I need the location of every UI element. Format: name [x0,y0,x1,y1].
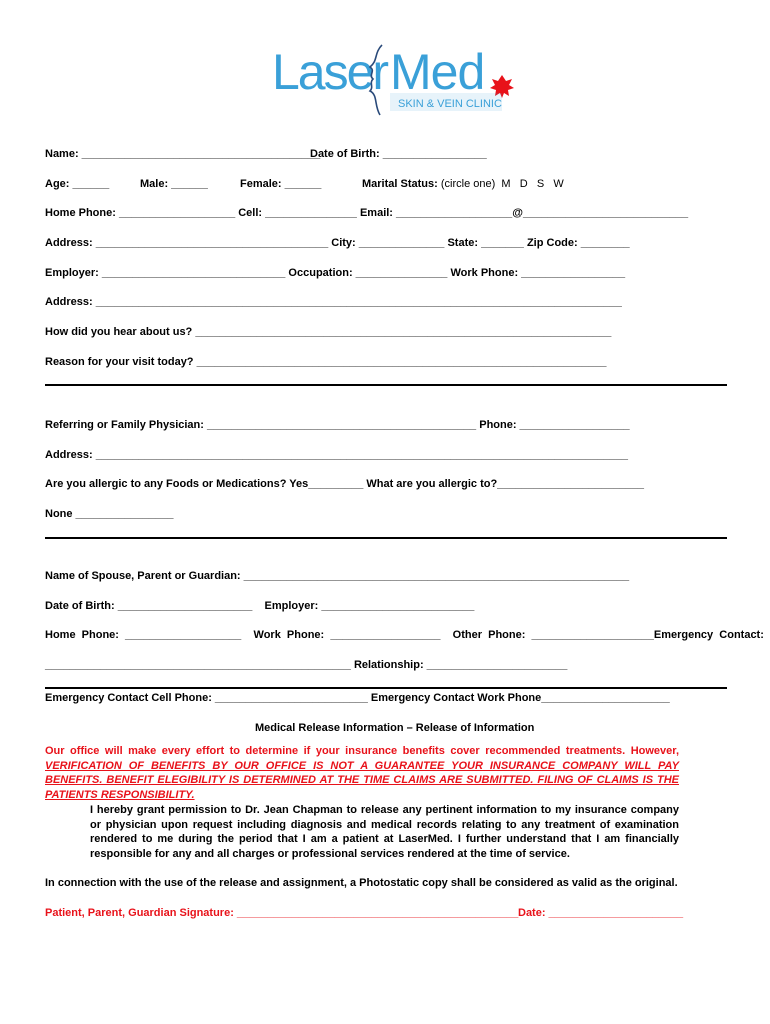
address2-field[interactable]: Address: ______________________________________________________________________________________ [45,296,622,308]
grant-permission-paragraph: I hereby grant permission to Dr. Jean Chapman to release any pertinent information to my insurance company or physician upon request including diagnosis and medical records relating to any treatment of examination rendered to me during the period that I am a patient at LaserMed. I further understand that I am financially responsible for any and all charges or professional services rendered at the time of service. [90,804,679,860]
reason-field[interactable]: Reason for your visit today? ___________________________________________________________________ [45,356,607,368]
marital-label: Marital Status: [362,178,438,190]
logo-word-med: Med [390,44,485,100]
lasermed-logo [270,35,515,125]
section-divider [45,384,727,386]
section-divider [45,687,727,689]
relationship-line[interactable]: __________________________________________________ Relationship: _______________________ [45,659,568,671]
section-divider [45,537,727,539]
spouse-field[interactable]: Name of Spouse, Parent or Guardian: _______________________________________________________________ [45,570,630,582]
referring-physician-field[interactable]: Referring or Family Physician: ____________________________________________ Phone: __________________ [45,419,630,431]
allergic-field[interactable]: Are you allergic to any Foods or Medications? Yes_________ What are you allergic to?________________________ [45,478,644,490]
date-field[interactable]: Date: ______________________ [518,907,684,919]
female-field[interactable]: Female: ______ [240,178,322,190]
home-phone2-line[interactable]: Home Phone: ___________________ Work Phone: __________________ Other Phone: ____________________Emergency Contact: [45,629,764,641]
disclaimer-emphasis: VERIFICATION OF BENEFITS BY OUR OFFICE IS NOT A GUARANTEE YOUR INSURANCE COMPANY WILL PAY BENEFITS. BENEFIT ELEGIBILITY IS DETERMINED AT THE TIME CLAIMS ARE SUBMITTED. FILING OF CLAIMS IS THE PATIENTS RESPONSIBILITY. [45,759,679,801]
release-heading: Medical Release Information – Release of Information [255,722,535,734]
age-field[interactable]: Age: ______ [45,178,110,190]
home-phone-line[interactable]: Home Phone: ___________________ Cell: _______________ Email: ___________________@___________________________ [45,207,689,219]
marital-options[interactable]: (circle one) M D S W [437,178,564,190]
employer-line[interactable]: Employer: ______________________________ Occupation: _______________ Work Phone: _________________ [45,267,626,279]
male-field[interactable]: Male: ______ [140,178,208,190]
signature-field[interactable]: Patient, Parent, Guardian Signature: ______________________________________________ [45,907,519,919]
dob2-employer-line[interactable]: Date of Birth: ______________________ Employer: _________________________ [45,600,475,612]
name-field[interactable]: Name: _______________________________________ [45,148,321,160]
emergency-cell-line[interactable]: Emergency Contact Cell Phone: _________________________ Emergency Contact Work Phone_____________________ [45,692,670,704]
logo-tagline: SKIN & VEIN CLINIC [398,98,502,110]
address3-field[interactable]: Address: _______________________________________________________________________________________ [45,449,628,461]
insurance-disclaimer [45,744,679,802]
marital-status-field[interactable] [362,178,564,190]
none-field[interactable]: None ________________ [45,508,174,520]
hear-about-field[interactable]: How did you hear about us? ____________________________________________________________________ [45,326,612,338]
photostatic-statement: In connection with the use of the release and assignment, a Photostatic copy shall be considered as valid as the original. [45,877,678,889]
logo-word-laser: Laser [272,44,388,100]
disclaimer-plain: Our office will make every effort to determine if your insurance benefits cover recommended treatments. However, [45,745,679,757]
address-line[interactable]: Address: ______________________________________ City: ______________ State: _______ Zip Code: ________ [45,237,630,249]
dob-field[interactable]: Date of Birth: _________________ [310,148,487,160]
